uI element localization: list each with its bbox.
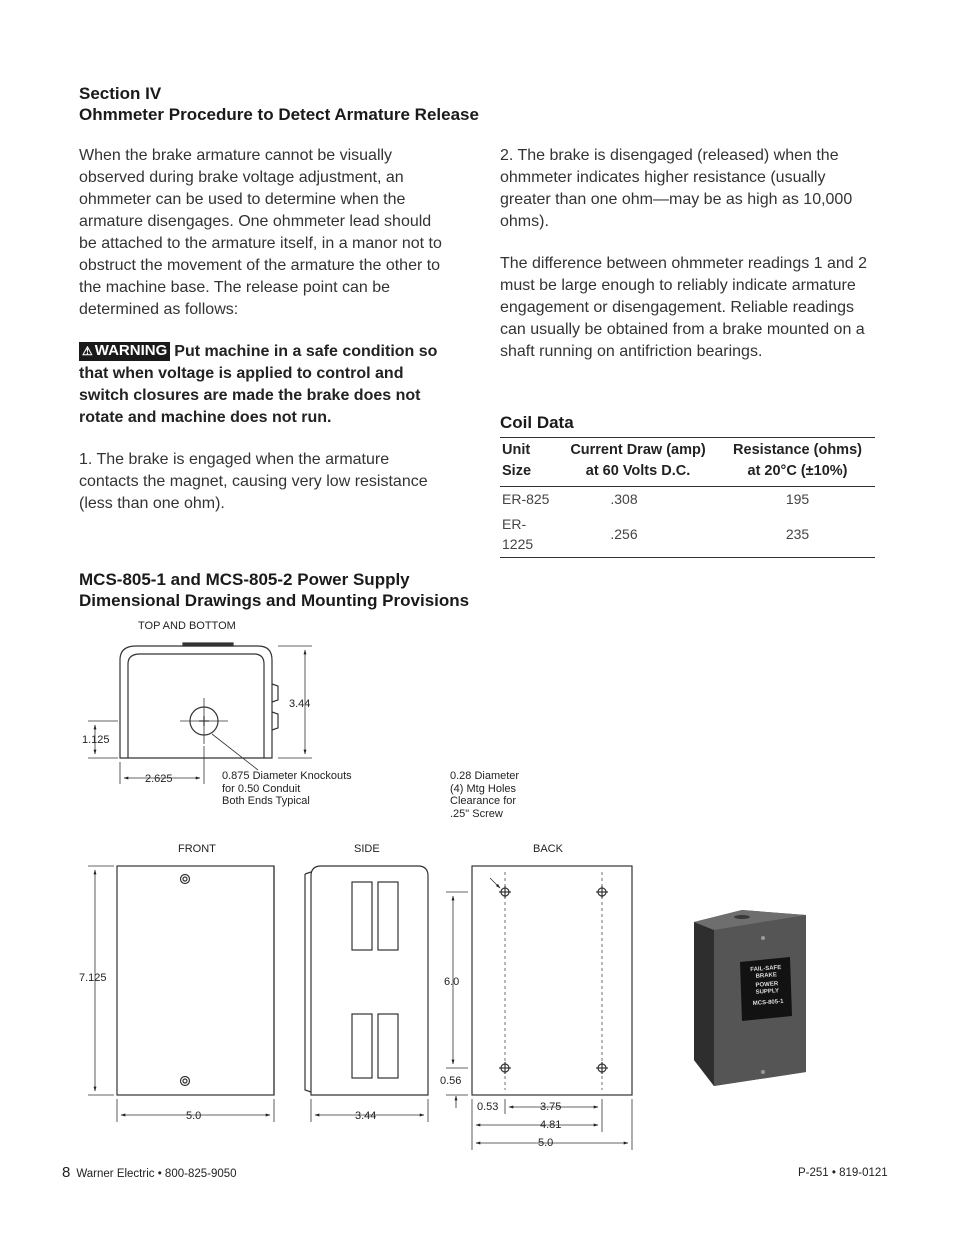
header-resistance: Resistance (ohms) at 20°C (±10%) [733, 442, 862, 479]
dim-side-width: 3.44 [355, 1110, 377, 1122]
warning-text: Put machine in a safe condition so that when voltage is applied to control and switch closures are made the brake does not rotate and machine does not run. [79, 343, 438, 426]
drawings-title-line1: MCS-805-1 and MCS-805-2 Power Supply [79, 570, 410, 589]
back-view [446, 866, 632, 1150]
label-front: FRONT [178, 843, 216, 855]
dim-back-overall: 4.81 [540, 1119, 562, 1131]
dim-top-center-x: 2.625 [145, 773, 173, 785]
cell-unit: ER-825 [502, 491, 550, 507]
footer-doc-code: P-251 • 819-0121 [798, 1167, 888, 1179]
intro-paragraph: When the brake armature cannot be visually observed during brake voltage adjustment, an ohmmeter can be used to determine when the armature disengages. One ohmmeter lead should be attached to the armature itself, in a manor not to obstruct the movement of the armature the other to the machine base. The release point can be determined as follows: [79, 147, 442, 318]
photo-label: FAIL-SAFE BRAKE POWER SUPPLY MCS-805-1 [750, 964, 784, 1008]
label-back: BACK [533, 843, 563, 855]
dim-top-height: 3.44 [289, 698, 311, 710]
page-number: 8 [62, 1164, 71, 1181]
section-title-line2: Ohmmeter Procedure to Detect Armature Release [79, 105, 479, 124]
header-unit: Unit Size [502, 442, 532, 479]
cell-resistance: 235 [785, 526, 810, 542]
warning-label: WARNING [94, 342, 168, 359]
section-title-line1: Section IV [79, 84, 162, 103]
cell-resistance: 195 [785, 491, 810, 507]
cell-unit: ER-1225 [502, 516, 534, 552]
footer-company: Warner Electric • 800-825-9050 [76, 1168, 237, 1180]
dim-front-width: 5.0 [186, 1110, 202, 1122]
step2-paragraph: 2. The brake is disengaged (released) when the ohmmeter indicates higher resistance (usually greater than one ohm—may be as high as 10,000 ohms). [500, 147, 853, 230]
difference-paragraph: The difference between ohmmeter readings 1 and 2 must be large enough to reliably indicate armature engagement or disengagement. Reliable readings can usually be obtained from a brake mounted on a shaft running on antifriction bearings. [500, 255, 868, 360]
dim-back-left: 0.53 [477, 1101, 499, 1113]
side-view [305, 866, 428, 1122]
dim-back-bottom: 0.56 [440, 1075, 462, 1087]
dim-back-width: 5.0 [538, 1137, 554, 1149]
coil-data-title: Coil Data [500, 413, 574, 432]
drawings-title-line2: Dimensional Drawings and Mounting Provisions [79, 591, 470, 610]
front-view [88, 866, 274, 1122]
cell-current: .256 [610, 526, 638, 542]
top-bottom-view [88, 643, 312, 784]
warning-triangle-icon: ⚠ [82, 344, 93, 358]
dim-top-center-y: 1.125 [82, 734, 110, 746]
mounting-holes-note: 0.28 Diameter (4) Mtg Holes Clearance for .25" Screw [450, 770, 520, 820]
knockout-note: 0.875 Diameter Knockouts for 0.50 Conduit Both Ends Typical [222, 770, 352, 807]
footer-left [62, 1164, 237, 1181]
step1-paragraph: 1. The brake is engaged when the armature contacts the magnet, causing very low resistance (less than one ohm). [79, 451, 428, 512]
header-current: Current Draw (amp) at 60 Volts D.C. [570, 442, 706, 479]
label-side: SIDE [354, 843, 380, 855]
dim-back-span: 3.75 [540, 1101, 562, 1113]
dim-back-vertical: 6.0 [444, 976, 460, 988]
label-top-bottom: TOP AND BOTTOM [138, 620, 236, 632]
cell-current: .308 [610, 491, 638, 507]
dim-front-height: 7.125 [79, 972, 107, 984]
